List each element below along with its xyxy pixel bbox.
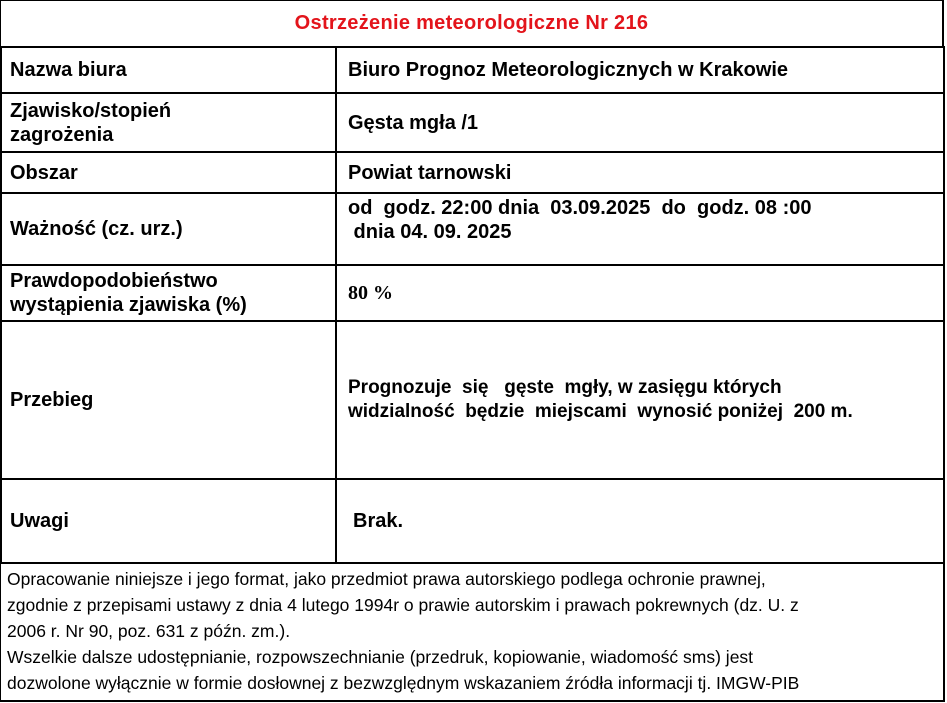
course-line: Prognozuje się gęste mgły, w zasięgu których	[348, 377, 782, 398]
validity-line: od godz. 22:00 dnia 03.09.2025 do godz. 08 :00	[348, 197, 812, 219]
remarks-label: Uwagi	[1, 479, 336, 563]
course-line: widzialność będzie miejscami wynosić poniżej 200 m.	[348, 401, 853, 422]
warning-title: Ostrzeżenie meteorologiczne Nr 216	[0, 0, 944, 46]
phenomenon-label	[1, 93, 336, 152]
notice-line: Wszelkie dalsze udostępnianie, rozpowszechnianie (przedruk, kopiowanie, wiadomość sms) jest	[7, 647, 754, 667]
table-row-area	[1, 152, 944, 193]
table-row-phenomenon	[1, 93, 944, 152]
office-label: Nazwa biura	[1, 47, 336, 93]
probability-label-line: Prawdopodobieństwo	[10, 270, 218, 292]
probability-label	[1, 265, 336, 321]
copyright-notice	[0, 562, 945, 702]
probability-label-line: wystąpienia zjawiska (%)	[10, 294, 247, 316]
validity-label: Ważność (cz. urz.)	[1, 193, 336, 265]
validity-line: dnia 04. 09. 2025	[348, 221, 512, 243]
notice-line: Opracowanie niniejsze i jego format, jako przedmiot prawa autorskiego podlega ochronie prawnej,	[7, 569, 766, 589]
probability-value: 80 %	[336, 265, 944, 321]
table-row-course	[1, 321, 944, 479]
course-value	[336, 321, 944, 479]
area-value: Powiat tarnowski	[336, 152, 944, 193]
notice-line: 2006 r. Nr 90, poz. 631 z późn. zm.).	[7, 621, 291, 641]
remarks-value: Brak.	[336, 479, 944, 563]
table-row-remarks	[1, 479, 944, 563]
phenomenon-label-line: Zjawisko/stopień	[10, 99, 172, 122]
notice-line: dozwolone wyłącznie w formie dosłownej z bezwzględnym wskazaniem źródła informacji tj. IMGW-PIB	[7, 673, 800, 693]
office-value: Biuro Prognoz Meteorologicznych w Krakowie	[336, 47, 944, 93]
validity-value	[336, 193, 944, 265]
area-label: Obszar	[1, 152, 336, 193]
warning-table	[0, 46, 945, 564]
table-row-probability	[1, 265, 944, 321]
table-row-office	[1, 47, 944, 93]
notice-line: zgodnie z przepisami ustawy z dnia 4 lutego 1994r o prawie autorskim i prawach pokrewnych (dz. U. z	[7, 595, 799, 615]
phenomenon-value: Gęsta mgła /1	[336, 93, 944, 152]
course-label: Przebieg	[1, 321, 336, 479]
phenomenon-label-line: zagrożenia	[10, 123, 114, 146]
table-row-validity	[1, 193, 944, 265]
